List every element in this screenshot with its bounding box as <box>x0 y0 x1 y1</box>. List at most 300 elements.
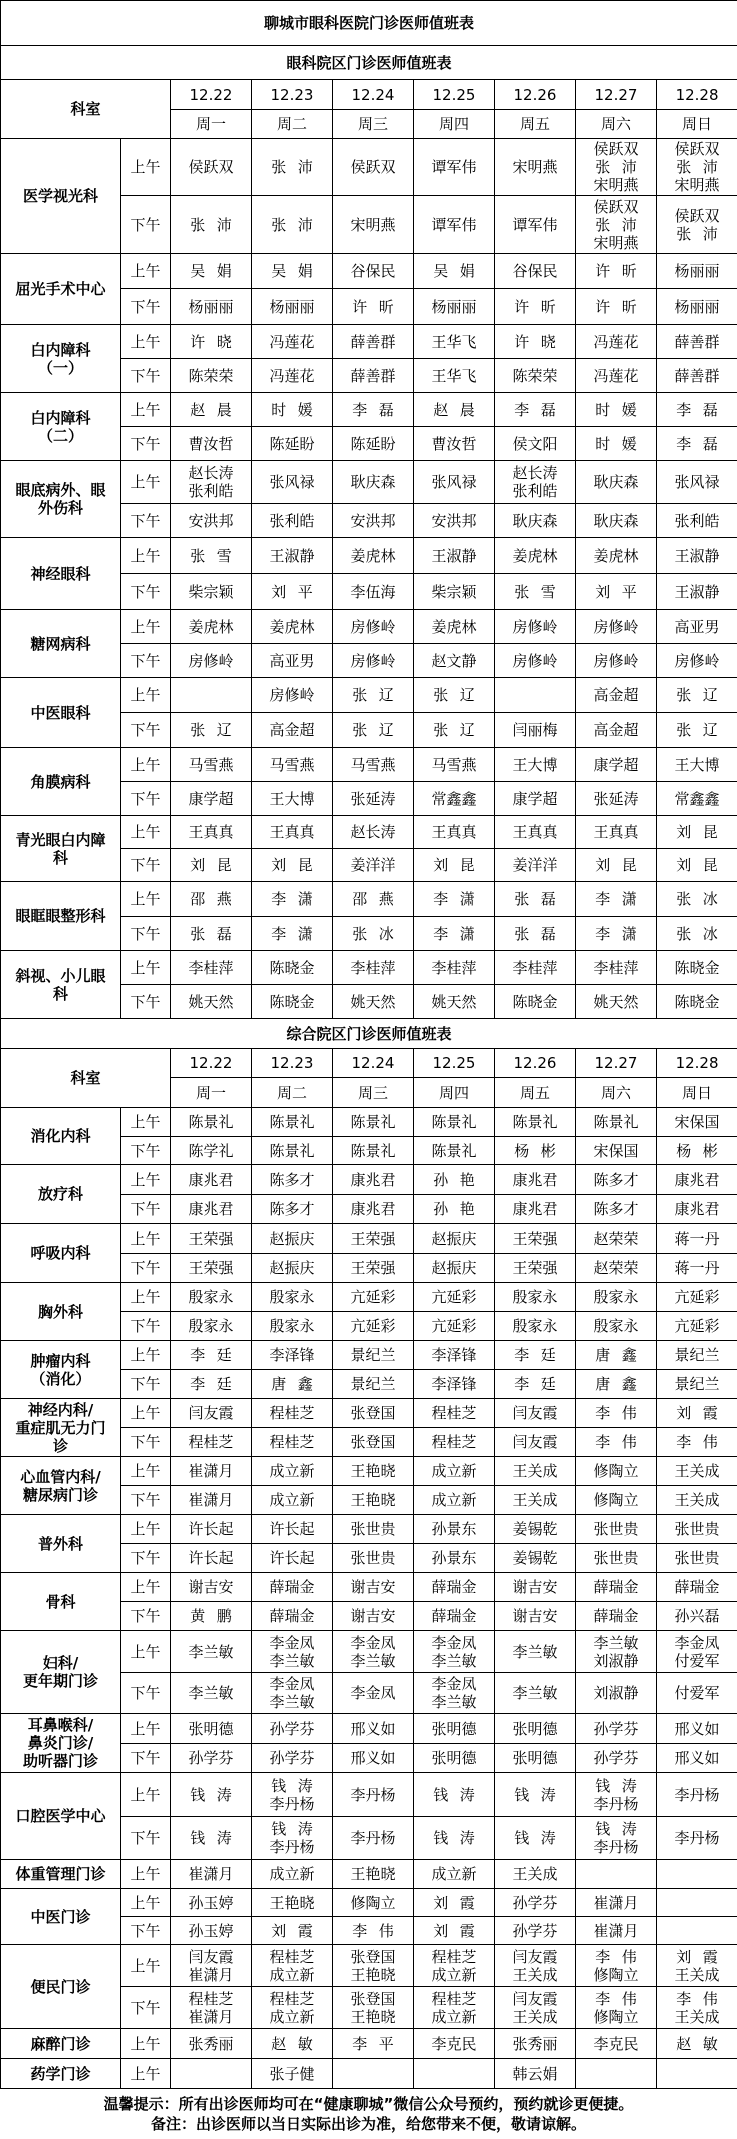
duty-cell: 张明德 <box>414 1744 495 1773</box>
duty-cell: 刘 昆 <box>171 849 252 882</box>
period-label: 下午 <box>121 644 171 678</box>
duty-cell: 刘 霞 王关成 <box>657 1945 737 1987</box>
duty-cell: 薛瑞金 <box>414 1602 495 1631</box>
date-header: 12.27 <box>576 1049 657 1078</box>
duty-cell: 许 昕 <box>333 289 414 325</box>
schedule-row <box>1 1283 737 1312</box>
duty-cell <box>657 1917 737 1945</box>
duty-cell: 安洪邦 <box>414 504 495 538</box>
footer-notes <box>0 2089 737 2139</box>
duty-cell: 韩云娟 <box>495 2059 576 2089</box>
duty-cell: 宋明燕 <box>333 196 414 254</box>
duty-cell: 许 昕 <box>576 254 657 289</box>
duty-cell: 许长起 <box>252 1515 333 1544</box>
duty-cell: 常鑫鑫 <box>414 782 495 816</box>
duty-cell: 薛瑞金 <box>576 1602 657 1631</box>
period-label: 下午 <box>121 574 171 610</box>
duty-cell: 殷家永 <box>495 1312 576 1341</box>
duty-cell: 赵振庆 <box>252 1254 333 1283</box>
department-name: 呼吸内科 <box>1 1224 121 1283</box>
duty-cell: 张 冰 <box>333 917 414 951</box>
duty-cell: 钱 涛 <box>414 1817 495 1860</box>
duty-cell: 李 磊 <box>657 427 737 461</box>
duty-cell: 李兰敏 刘淑静 <box>576 1631 657 1673</box>
schedule-row <box>1 816 737 849</box>
schedule-row <box>1 882 737 917</box>
duty-cell: 邢义如 <box>657 1714 737 1744</box>
duty-cell: 张利皓 <box>252 504 333 538</box>
duty-cell: 康学超 <box>171 782 252 816</box>
duty-cell: 王大博 <box>657 748 737 782</box>
duty-cell: 赵文静 <box>414 644 495 678</box>
duty-cell: 康兆君 <box>333 1195 414 1224</box>
weekday-header: 周四 <box>414 1078 495 1108</box>
duty-cell: 房修岭 <box>333 644 414 678</box>
duty-cell: 张明德 <box>495 1714 576 1744</box>
duty-cell: 康兆君 <box>657 1165 737 1195</box>
department-name: 放疗科 <box>1 1165 121 1224</box>
schedule-row <box>1 461 737 504</box>
schedule-row <box>1 393 737 427</box>
duty-cell: 陈景礼 <box>414 1137 495 1165</box>
weekday-header: 周三 <box>333 1078 414 1108</box>
duty-cell: 安洪邦 <box>333 504 414 538</box>
duty-cell: 房修岭 <box>333 610 414 644</box>
duty-cell: 李金凤 李兰敏 <box>252 1631 333 1673</box>
weekday-header: 周五 <box>495 110 576 139</box>
schedule-row <box>1 1399 737 1428</box>
duty-cell: 孙学芬 <box>576 1714 657 1744</box>
duty-cell: 蒋一丹 <box>657 1254 737 1283</box>
schedule-row <box>1 1224 737 1254</box>
department-name: 体重管理门诊 <box>1 1860 121 1889</box>
period-label: 下午 <box>121 849 171 882</box>
duty-cell: 李桂萍 <box>495 951 576 985</box>
duty-cell: 闫友霞 王关成 <box>495 1987 576 2029</box>
duty-cell: 李 伟 修陶立 <box>576 1987 657 2029</box>
schedule-row <box>1 748 737 782</box>
duty-cell: 宋保国 <box>657 1108 737 1137</box>
schedule-row <box>1 678 737 713</box>
duty-cell: 王华飞 <box>414 325 495 359</box>
duty-cell: 殷家永 <box>576 1283 657 1312</box>
duty-cell: 陈延盼 <box>333 427 414 461</box>
duty-cell: 孙玉婷 <box>171 1889 252 1917</box>
period-label: 上午 <box>121 1108 171 1137</box>
duty-cell: 侯跃双 <box>333 139 414 196</box>
duty-cell: 钱 涛 <box>414 1773 495 1817</box>
schedule-row <box>1 254 737 289</box>
duty-cell: 陈晓金 <box>252 951 333 985</box>
duty-cell: 李 伟 <box>333 1917 414 1945</box>
duty-cell: 成立新 <box>414 1860 495 1889</box>
duty-cell: 张 磊 <box>495 917 576 951</box>
duty-cell: 赵振庆 <box>252 1224 333 1254</box>
duty-cell: 程桂芝 成立新 <box>414 1987 495 2029</box>
duty-cell: 姚天然 <box>576 985 657 1019</box>
duty-cell: 李 廷 <box>495 1341 576 1370</box>
duty-cell: 李桂萍 <box>171 951 252 985</box>
schedule-row <box>1 1515 737 1544</box>
department-name: 普外科 <box>1 1515 121 1573</box>
duty-cell: 王大博 <box>495 748 576 782</box>
duty-cell: 张 冰 <box>657 882 737 917</box>
duty-cell: 赵 敏 <box>657 2029 737 2059</box>
duty-cell: 安洪邦 <box>171 504 252 538</box>
duty-cell: 张 雪 <box>171 538 252 574</box>
duty-cell: 陈景礼 <box>414 1108 495 1137</box>
department-name: 耳鼻喉科/ 鼻炎门诊/ 助听器门诊 <box>1 1714 121 1773</box>
department-name: 眼眶眼整形科 <box>1 882 121 951</box>
duty-cell: 时 媛 <box>576 393 657 427</box>
duty-cell: 唐 鑫 <box>576 1341 657 1370</box>
department-name: 屈光手术中心 <box>1 254 121 325</box>
duty-cell: 李兰敏 <box>495 1631 576 1673</box>
period-label: 下午 <box>121 1817 171 1860</box>
duty-cell: 谢吉安 <box>171 1573 252 1602</box>
duty-cell: 李克民 <box>576 2029 657 2059</box>
duty-cell: 高金超 <box>576 713 657 748</box>
duty-cell: 陈学礼 <box>171 1137 252 1165</box>
duty-cell: 李 平 <box>333 2029 414 2059</box>
duty-cell: 程桂芝 <box>414 1428 495 1457</box>
duty-cell: 刘 平 <box>576 574 657 610</box>
duty-cell: 闫丽梅 <box>495 713 576 748</box>
duty-cell: 姜虎林 <box>252 610 333 644</box>
duty-cell: 许 晓 <box>495 325 576 359</box>
duty-cell: 张 沛 <box>252 196 333 254</box>
duty-cell: 刘 霞 <box>657 1399 737 1428</box>
duty-cell: 赵荣荣 <box>576 1254 657 1283</box>
duty-cell: 张风禄 <box>657 461 737 504</box>
duty-cell <box>657 1889 737 1917</box>
department-name: 斜视、小儿眼 科 <box>1 951 121 1019</box>
duty-cell: 耿庆森 <box>495 504 576 538</box>
duty-cell: 李 伟 修陶立 <box>576 1945 657 1987</box>
duty-cell: 杨丽丽 <box>252 289 333 325</box>
schedule-row <box>1 1945 737 1987</box>
duty-cell: 赵 晨 <box>414 393 495 427</box>
duty-cell: 成立新 <box>414 1457 495 1486</box>
duty-cell: 杨 彬 <box>657 1137 737 1165</box>
duty-cell: 黄 鹏 <box>171 1602 252 1631</box>
duty-cell: 成立新 <box>252 1486 333 1515</box>
duty-cell: 李 廷 <box>495 1370 576 1399</box>
weekday-header: 周一 <box>171 110 252 139</box>
duty-cell: 修陶立 <box>576 1457 657 1486</box>
duty-cell: 柴宗颖 <box>414 574 495 610</box>
date-header: 12.24 <box>333 1049 414 1078</box>
duty-cell: 薛瑞金 <box>576 1573 657 1602</box>
duty-cell: 马雪燕 <box>414 748 495 782</box>
duty-cell: 张 雪 <box>495 574 576 610</box>
weekday-header: 周日 <box>657 110 737 139</box>
duty-cell: 张子健 <box>252 2059 333 2089</box>
duty-cell: 邢义如 <box>657 1744 737 1773</box>
duty-cell: 王荣强 <box>171 1224 252 1254</box>
period-label: 下午 <box>121 1195 171 1224</box>
schedule-row <box>1 139 737 196</box>
duty-cell: 房修岭 <box>171 644 252 678</box>
duty-cell: 李桂萍 <box>576 951 657 985</box>
period-label: 上午 <box>121 1860 171 1889</box>
duty-cell: 孙景东 <box>414 1544 495 1573</box>
period-label: 上午 <box>121 254 171 289</box>
duty-cell: 姚天然 <box>414 985 495 1019</box>
period-label: 下午 <box>121 1312 171 1341</box>
duty-cell: 侯跃双 张 沛 宋明燕 <box>657 139 737 196</box>
period-label: 上午 <box>121 1714 171 1744</box>
duty-cell: 姜洋洋 <box>495 849 576 882</box>
duty-cell: 张秀丽 <box>495 2029 576 2059</box>
duty-cell: 孙玉婷 <box>171 1917 252 1945</box>
schedule-row <box>1 610 737 644</box>
duty-cell: 李泽锋 <box>414 1341 495 1370</box>
duty-cell <box>333 2059 414 2089</box>
duty-cell: 张 辽 <box>414 713 495 748</box>
duty-cell: 吴 娟 <box>252 254 333 289</box>
duty-cell: 侯跃双 张 沛 宋明燕 <box>576 139 657 196</box>
duty-cell: 陈荣荣 <box>495 359 576 393</box>
period-label: 上午 <box>121 1224 171 1254</box>
duty-cell: 王真真 <box>414 816 495 849</box>
duty-cell: 李 潇 <box>252 882 333 917</box>
period-label: 上午 <box>121 2059 171 2089</box>
duty-cell: 程桂芝 成立新 <box>252 1945 333 1987</box>
duty-cell: 张 辽 <box>414 678 495 713</box>
duty-cell <box>576 2059 657 2089</box>
duty-cell: 康兆君 <box>171 1195 252 1224</box>
duty-cell: 李金凤 李兰敏 <box>252 1673 333 1714</box>
duty-cell: 曹汝哲 <box>171 427 252 461</box>
duty-cell: 薛善群 <box>333 325 414 359</box>
duty-cell <box>576 1860 657 1889</box>
duty-cell: 马雪燕 <box>171 748 252 782</box>
duty-cell: 殷家永 <box>495 1283 576 1312</box>
duty-cell: 姚天然 <box>171 985 252 1019</box>
duty-cell: 成立新 <box>252 1860 333 1889</box>
duty-cell: 王华飞 <box>414 359 495 393</box>
department-name: 妇科/ 更年期门诊 <box>1 1631 121 1714</box>
period-label: 上午 <box>121 393 171 427</box>
duty-cell: 刘 霞 <box>414 1889 495 1917</box>
tip-text: 温馨提示：所有出诊医师均可在“健康聊城”微信公众号预约，预约就诊更便捷。 <box>103 2095 634 2113</box>
duty-cell: 修陶立 <box>576 1486 657 1515</box>
department-name: 医学视光科 <box>1 139 121 254</box>
duty-cell: 张 沛 <box>252 139 333 196</box>
date-header-row <box>1 1049 737 1078</box>
duty-cell: 康兆君 <box>333 1165 414 1195</box>
department-column-header: 科室 <box>1 80 171 139</box>
duty-cell: 亢延彩 <box>414 1283 495 1312</box>
section-title: 综合院区门诊医师值班表 <box>1 1019 737 1049</box>
duty-cell: 张延涛 <box>333 782 414 816</box>
period-label: 上午 <box>121 1515 171 1544</box>
department-name: 胸外科 <box>1 1283 121 1341</box>
duty-cell: 程桂芝 <box>252 1428 333 1457</box>
date-header-row <box>1 80 737 110</box>
duty-cell: 赵长涛 张利皓 <box>171 461 252 504</box>
duty-cell: 李金凤 李兰敏 <box>333 1631 414 1673</box>
duty-cell: 杨丽丽 <box>171 289 252 325</box>
duty-cell: 陈景礼 <box>333 1108 414 1137</box>
duty-cell: 陈景礼 <box>495 1108 576 1137</box>
duty-cell <box>171 2059 252 2089</box>
weekday-header: 周三 <box>333 110 414 139</box>
duty-cell: 张世贵 <box>333 1515 414 1544</box>
duty-cell: 姜锡乾 <box>495 1544 576 1573</box>
duty-cell: 张利皓 <box>657 504 737 538</box>
duty-cell: 冯莲花 <box>576 325 657 359</box>
duty-cell: 王荣强 <box>171 1254 252 1283</box>
duty-cell: 许 晓 <box>171 325 252 359</box>
duty-cell: 程桂芝 成立新 <box>414 1945 495 1987</box>
duty-cell: 王淑静 <box>252 538 333 574</box>
duty-cell: 侯文阳 <box>495 427 576 461</box>
department-name: 角膜病科 <box>1 748 121 816</box>
duty-cell: 陈多才 <box>252 1165 333 1195</box>
duty-cell: 闫友霞 王关成 <box>495 1945 576 1987</box>
duty-cell: 张登国 <box>333 1399 414 1428</box>
duty-cell: 吴 娟 <box>414 254 495 289</box>
duty-cell: 谢吉安 <box>333 1573 414 1602</box>
duty-cell: 李泽锋 <box>414 1370 495 1399</box>
period-label: 上午 <box>121 678 171 713</box>
duty-cell: 张 冰 <box>657 917 737 951</box>
duty-cell: 成立新 <box>252 1457 333 1486</box>
duty-cell: 付爱军 <box>657 1673 737 1714</box>
duty-cell: 李桂萍 <box>333 951 414 985</box>
department-name: 白内障科 （一） <box>1 325 121 393</box>
duty-cell: 李金凤 付爱军 <box>657 1631 737 1673</box>
duty-cell: 钱 涛 <box>495 1817 576 1860</box>
duty-cell: 赵 敏 <box>252 2029 333 2059</box>
section-title-row <box>1 1019 737 1049</box>
duty-cell: 张明德 <box>495 1744 576 1773</box>
duty-cell: 孙学芬 <box>252 1714 333 1744</box>
department-name: 麻醉门诊 <box>1 2029 121 2059</box>
duty-cell: 李 伟 王关成 <box>657 1987 737 2029</box>
duty-cell: 张延涛 <box>576 782 657 816</box>
duty-cell: 赵荣荣 <box>576 1224 657 1254</box>
duty-cell: 李金凤 <box>333 1673 414 1714</box>
duty-cell: 杨丽丽 <box>414 289 495 325</box>
duty-cell: 王淑静 <box>657 574 737 610</box>
duty-cell: 殷家永 <box>171 1312 252 1341</box>
section-title-row <box>1 46 737 80</box>
duty-cell: 刘 昆 <box>576 849 657 882</box>
duty-cell: 谷保民 <box>495 254 576 289</box>
duty-cell: 景纪兰 <box>657 1341 737 1370</box>
period-label: 上午 <box>121 461 171 504</box>
duty-cell: 李 潇 <box>414 917 495 951</box>
duty-cell: 姜虎林 <box>333 538 414 574</box>
duty-cell <box>495 678 576 713</box>
duty-cell: 杨丽丽 <box>657 254 737 289</box>
department-name: 心血管内科/ 糖尿病门诊 <box>1 1457 121 1515</box>
schedule-row <box>1 1341 737 1370</box>
duty-cell: 赵振庆 <box>414 1254 495 1283</box>
duty-cell: 侯跃双 张 沛 宋明燕 <box>576 196 657 254</box>
duty-cell: 张 沛 <box>171 196 252 254</box>
duty-cell: 谢吉安 <box>495 1602 576 1631</box>
duty-cell: 王关成 <box>657 1457 737 1486</box>
duty-cell: 薛善群 <box>657 359 737 393</box>
duty-cell: 刘 昆 <box>252 849 333 882</box>
duty-cell: 谭军伟 <box>414 196 495 254</box>
period-label: 上午 <box>121 748 171 782</box>
duty-cell: 杨 彬 <box>495 1137 576 1165</box>
period-label: 上午 <box>121 1165 171 1195</box>
duty-cell: 张 磊 <box>171 917 252 951</box>
department-name: 便民门诊 <box>1 1945 121 2029</box>
duty-cell: 李 伟 <box>657 1428 737 1457</box>
duty-cell: 张世贵 <box>333 1544 414 1573</box>
duty-cell: 康学超 <box>576 748 657 782</box>
department-name: 中医门诊 <box>1 1889 121 1945</box>
duty-cell: 宋明燕 <box>495 139 576 196</box>
duty-cell: 耿庆森 <box>576 504 657 538</box>
date-header: 12.24 <box>333 80 414 110</box>
duty-cell: 房修岭 <box>576 610 657 644</box>
period-label: 下午 <box>121 1486 171 1515</box>
duty-cell: 赵振庆 <box>414 1224 495 1254</box>
period-label: 上午 <box>121 538 171 574</box>
weekday-header: 周五 <box>495 1078 576 1108</box>
duty-cell: 景纪兰 <box>333 1341 414 1370</box>
date-header: 12.26 <box>495 80 576 110</box>
duty-cell: 闫友霞 崔潇月 <box>171 1945 252 1987</box>
duty-cell: 冯莲花 <box>576 359 657 393</box>
duty-cell: 张 辽 <box>657 713 737 748</box>
duty-cell: 崔潇月 <box>171 1860 252 1889</box>
duty-cell: 陈景礼 <box>171 1108 252 1137</box>
duty-cell: 唐 鑫 <box>576 1370 657 1399</box>
duty-cell: 李 潇 <box>576 882 657 917</box>
schedule-row <box>1 1457 737 1486</box>
duty-cell: 崔潇月 <box>576 1917 657 1945</box>
period-label: 下午 <box>121 1137 171 1165</box>
duty-cell: 陈晓金 <box>657 951 737 985</box>
duty-cell: 程桂芝 崔潇月 <box>171 1987 252 2029</box>
weekday-header: 周二 <box>252 1078 333 1108</box>
duty-cell: 姜虎林 <box>495 538 576 574</box>
duty-cell: 康兆君 <box>171 1165 252 1195</box>
duty-cell: 钱 涛 <box>495 1773 576 1817</box>
duty-cell: 张 辽 <box>171 713 252 748</box>
duty-cell: 李 廷 <box>171 1341 252 1370</box>
duty-cell: 康兆君 <box>657 1195 737 1224</box>
schedule-row <box>1 1165 737 1195</box>
schedule-row <box>1 1573 737 1602</box>
duty-cell: 王真真 <box>576 816 657 849</box>
period-label: 下午 <box>121 1428 171 1457</box>
date-header: 12.25 <box>414 1049 495 1078</box>
duty-cell: 程桂芝 成立新 <box>252 1987 333 2029</box>
duty-cell: 张风禄 <box>252 461 333 504</box>
period-label: 上午 <box>121 1631 171 1673</box>
schedule-row <box>1 1714 737 1744</box>
schedule-row <box>1 1773 737 1817</box>
date-header: 12.22 <box>171 80 252 110</box>
period-label: 下午 <box>121 917 171 951</box>
duty-cell: 闫友霞 <box>171 1399 252 1428</box>
duty-cell: 王真真 <box>171 816 252 849</box>
duty-cell: 侯跃双 张 沛 <box>657 196 737 254</box>
period-label: 下午 <box>121 1673 171 1714</box>
duty-cell: 李 潇 <box>414 882 495 917</box>
duty-cell: 李 廷 <box>171 1370 252 1399</box>
